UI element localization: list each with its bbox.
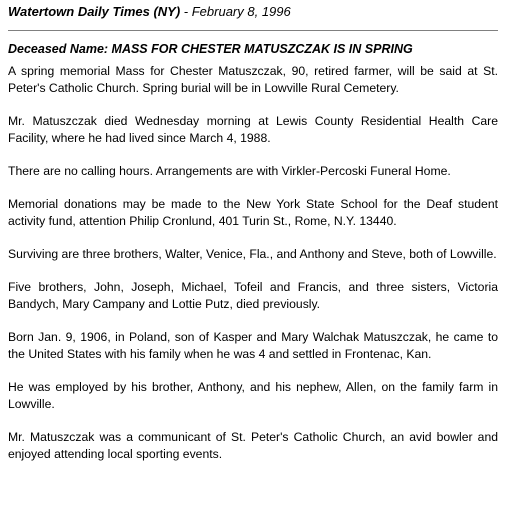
header-separator: - xyxy=(180,4,192,19)
article-body xyxy=(8,63,508,463)
article-title: Deceased Name: MASS FOR CHESTER MATUSZCZAK IS IN SPRING xyxy=(8,42,413,56)
paragraph-biography: Born Jan. 9, 1906, in Poland, son of Kasper and Mary Walchak Matuszczak, he came to the United States with his family when he was 4 and settled in Frontenac, Kan. xyxy=(8,330,498,361)
paragraph-survivors: Surviving are three brothers, Walter, Venice, Fla., and Anthony and Steve, both of Lowville. xyxy=(8,247,497,261)
header-divider xyxy=(8,30,498,31)
paragraph-memorial-mass: A spring memorial Mass for Chester Matuszczak, 90, retired farmer, will be said at St. Peter's Catholic Church. Spring burial will be in Lowville Rural Cemetery. xyxy=(8,64,498,95)
publication-date: February 8, 1996 xyxy=(191,4,291,19)
publication-header xyxy=(8,4,508,22)
obituary-page xyxy=(8,4,508,463)
paragraph-community: Mr. Matuszczak was a communicant of St. Peter's Catholic Church, an avid bowler and enjoyed attending local sporting events. xyxy=(8,430,498,461)
paragraph-employment: He was employed by his brother, Anthony, and his nephew, Allen, on the family farm in Lowville. xyxy=(8,380,498,411)
newspaper-name: Watertown Daily Times (NY) xyxy=(8,4,181,19)
paragraph-death: Mr. Matuszczak died Wednesday morning at Lewis County Residential Health Care Facility, where he had lived since March 4, 1988. xyxy=(8,114,498,145)
paragraph-arrangements: There are no calling hours. Arrangements are with Virkler-Percoski Funeral Home. xyxy=(8,164,451,178)
paragraph-memorial-donations: Memorial donations may be made to the New York State School for the Deaf student activity fund, attention Philip Cronlund, 401 Turin St., Rome, N.Y. 13440. xyxy=(8,197,498,228)
paragraph-predeceased: Five brothers, John, Joseph, Michael, Tofeil and Francis, and three sisters, Victoria Bandych, Mary Campany and Lottie Putz, died previously. xyxy=(8,280,498,311)
